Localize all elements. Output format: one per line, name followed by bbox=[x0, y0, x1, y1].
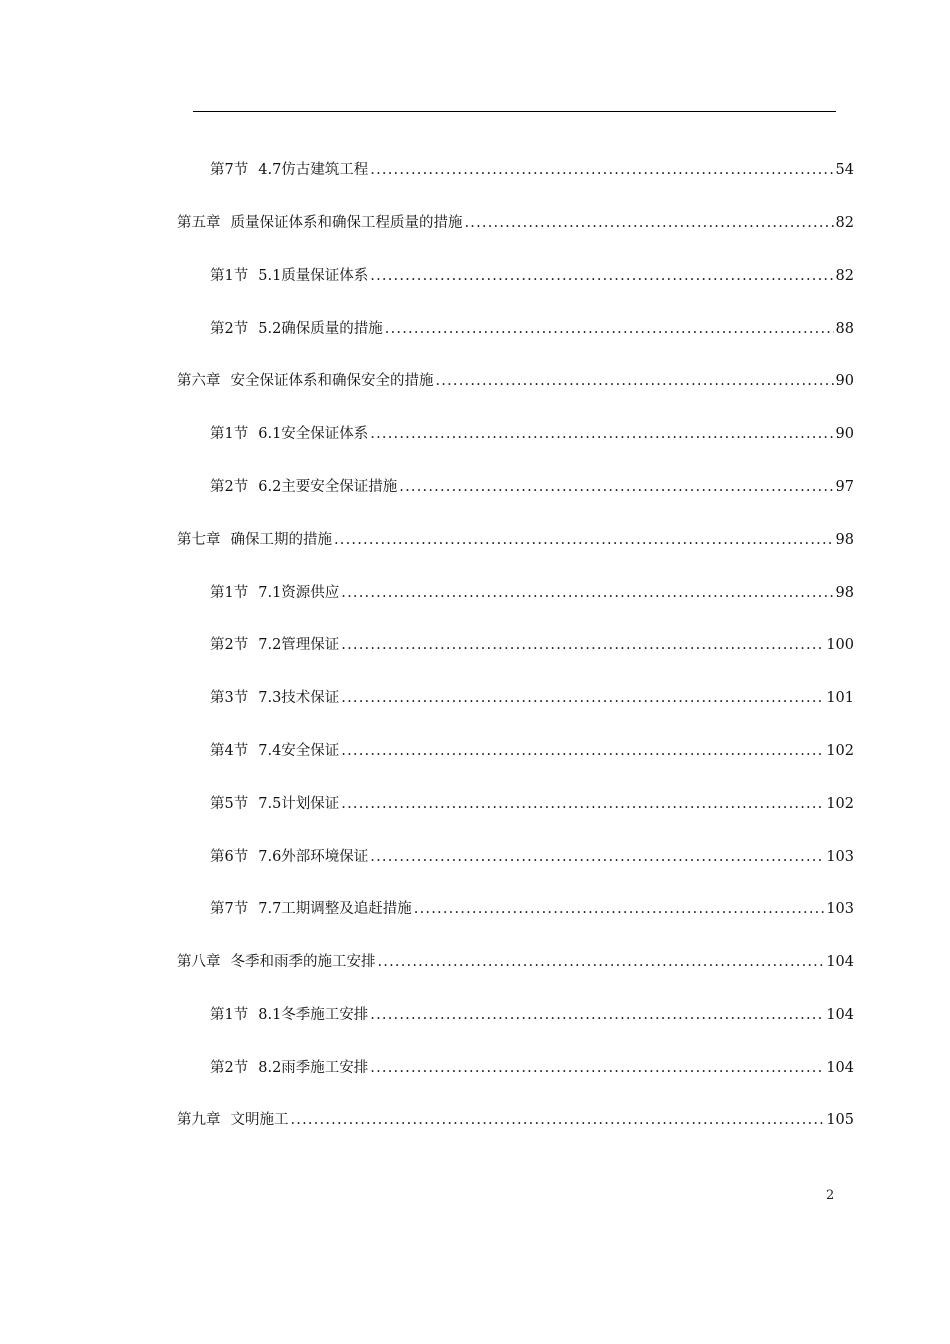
toc-dot-leader bbox=[370, 159, 833, 181]
toc-entry-number: 第六章 bbox=[177, 373, 221, 389]
toc-entry-title: 6.2主要安全保证措施 bbox=[258, 479, 398, 495]
toc-entry-page: 104 bbox=[826, 1060, 854, 1076]
toc-dot-leader bbox=[341, 634, 824, 656]
toc-dot-leader bbox=[341, 793, 824, 815]
toc-dot-leader bbox=[370, 1057, 824, 1079]
page-number: 2 bbox=[826, 1188, 835, 1203]
toc-entry-number: 第5节 bbox=[210, 796, 249, 812]
toc-dot-leader bbox=[399, 476, 833, 498]
toc-entry-title: 7.4安全保证 bbox=[258, 743, 340, 759]
toc-entry-number: 第1节 bbox=[210, 1007, 249, 1023]
toc-entry-page: 98 bbox=[835, 585, 854, 601]
toc-entry-page: 103 bbox=[826, 849, 854, 865]
toc-dot-leader bbox=[341, 740, 824, 762]
toc-dot-leader bbox=[465, 212, 834, 234]
toc-entry-title: 7.7工期调整及追赶措施 bbox=[258, 901, 412, 917]
toc-entry-page: 104 bbox=[826, 1007, 854, 1023]
toc-entry-page: 90 bbox=[835, 426, 854, 442]
toc-dot-leader bbox=[370, 423, 833, 445]
toc-entry[interactable] bbox=[177, 529, 854, 551]
toc-entry-page: 102 bbox=[826, 796, 854, 812]
toc-entry-page: 82 bbox=[835, 268, 854, 284]
toc-entry-title: 确保工期的措施 bbox=[230, 532, 332, 548]
toc-entry[interactable] bbox=[210, 423, 854, 445]
toc-dot-leader bbox=[370, 265, 833, 287]
toc-entry-title: 质量保证体系和确保工程质量的措施 bbox=[230, 215, 463, 231]
toc-entry-number: 第7节 bbox=[210, 162, 249, 178]
toc-entry-page: 100 bbox=[826, 637, 854, 653]
toc-dot-leader bbox=[341, 687, 824, 709]
toc-entry-page: 97 bbox=[835, 479, 854, 495]
toc-entry-page: 54 bbox=[835, 162, 854, 178]
toc-dot-leader bbox=[414, 898, 825, 920]
toc-entry[interactable] bbox=[177, 951, 854, 973]
toc-entry-page: 105 bbox=[826, 1112, 854, 1128]
toc-entry-number: 第2节 bbox=[210, 1060, 249, 1076]
toc-entry-title: 安全保证体系和确保安全的措施 bbox=[230, 373, 434, 389]
toc-entry-title: 7.5计划保证 bbox=[258, 796, 340, 812]
toc-entry-page: 101 bbox=[826, 690, 854, 706]
toc-dot-leader bbox=[370, 846, 824, 868]
toc-entry[interactable] bbox=[210, 318, 854, 340]
toc-entry[interactable] bbox=[210, 687, 854, 709]
toc-entry-title: 7.1资源供应 bbox=[258, 585, 340, 601]
toc-entry-title: 4.7仿古建筑工程 bbox=[258, 162, 369, 178]
toc-dot-leader bbox=[378, 951, 825, 973]
toc-entry[interactable] bbox=[210, 1057, 854, 1079]
toc-entry-title: 8.2雨季施工安排 bbox=[258, 1060, 369, 1076]
toc-entry-title: 7.2管理保证 bbox=[258, 637, 340, 653]
toc-entry-number: 第九章 bbox=[177, 1112, 221, 1128]
toc-dot-leader bbox=[291, 1109, 825, 1131]
toc-entry-page: 88 bbox=[835, 321, 854, 337]
toc-entry-page: 82 bbox=[835, 215, 854, 231]
toc-entry[interactable] bbox=[177, 370, 854, 392]
toc-entry-page: 98 bbox=[835, 532, 854, 548]
toc-entry[interactable] bbox=[210, 634, 854, 656]
toc-entry[interactable] bbox=[210, 846, 854, 868]
toc-entry-title: 7.3技术保证 bbox=[258, 690, 340, 706]
toc-entry-number: 第2节 bbox=[210, 479, 249, 495]
toc-entry[interactable] bbox=[210, 582, 854, 604]
toc-entry-number: 第4节 bbox=[210, 743, 249, 759]
toc-entry-number: 第2节 bbox=[210, 321, 249, 337]
toc-entry-page: 104 bbox=[826, 954, 854, 970]
toc-entry[interactable] bbox=[177, 1109, 854, 1131]
toc-entry-number: 第1节 bbox=[210, 426, 249, 442]
toc-entry[interactable] bbox=[177, 212, 854, 234]
toc-dot-leader bbox=[385, 318, 834, 340]
toc-entry[interactable] bbox=[210, 265, 854, 287]
toc-entry-title: 5.1质量保证体系 bbox=[258, 268, 369, 284]
toc-entry-number: 第1节 bbox=[210, 585, 249, 601]
toc-entry-number: 第五章 bbox=[177, 215, 221, 231]
toc-entry-number: 第2节 bbox=[210, 637, 249, 653]
toc-entry[interactable] bbox=[210, 740, 854, 762]
toc-entry-page: 103 bbox=[826, 901, 854, 917]
toc-entry-title: 7.6外部环境保证 bbox=[258, 849, 369, 865]
toc-entry-number: 第7节 bbox=[210, 901, 249, 917]
toc-entry[interactable] bbox=[210, 476, 854, 498]
toc-entry-title: 文明施工 bbox=[230, 1112, 289, 1128]
toc-entry-number: 第七章 bbox=[177, 532, 221, 548]
toc-entry-title: 5.2确保质量的措施 bbox=[258, 321, 383, 337]
toc-dot-leader bbox=[436, 370, 834, 392]
toc-dot-leader bbox=[334, 529, 834, 551]
toc-dot-leader bbox=[370, 1004, 824, 1026]
toc-entry[interactable] bbox=[210, 159, 854, 181]
toc-entry[interactable] bbox=[210, 793, 854, 815]
toc-entry-title: 8.1冬季施工安排 bbox=[258, 1007, 369, 1023]
toc-entry-number: 第6节 bbox=[210, 849, 249, 865]
toc-entry-title: 冬季和雨季的施工安排 bbox=[230, 954, 376, 970]
toc-entry[interactable] bbox=[210, 898, 854, 920]
toc-entry-title: 6.1安全保证体系 bbox=[258, 426, 369, 442]
toc-entry-page: 102 bbox=[826, 743, 854, 759]
toc-entry[interactable] bbox=[210, 1004, 854, 1026]
toc-dot-leader bbox=[341, 582, 833, 604]
toc-entry-number: 第1节 bbox=[210, 268, 249, 284]
toc-entry-page: 90 bbox=[835, 373, 854, 389]
toc-entry-number: 第3节 bbox=[210, 690, 249, 706]
toc-entry-number: 第八章 bbox=[177, 954, 221, 970]
